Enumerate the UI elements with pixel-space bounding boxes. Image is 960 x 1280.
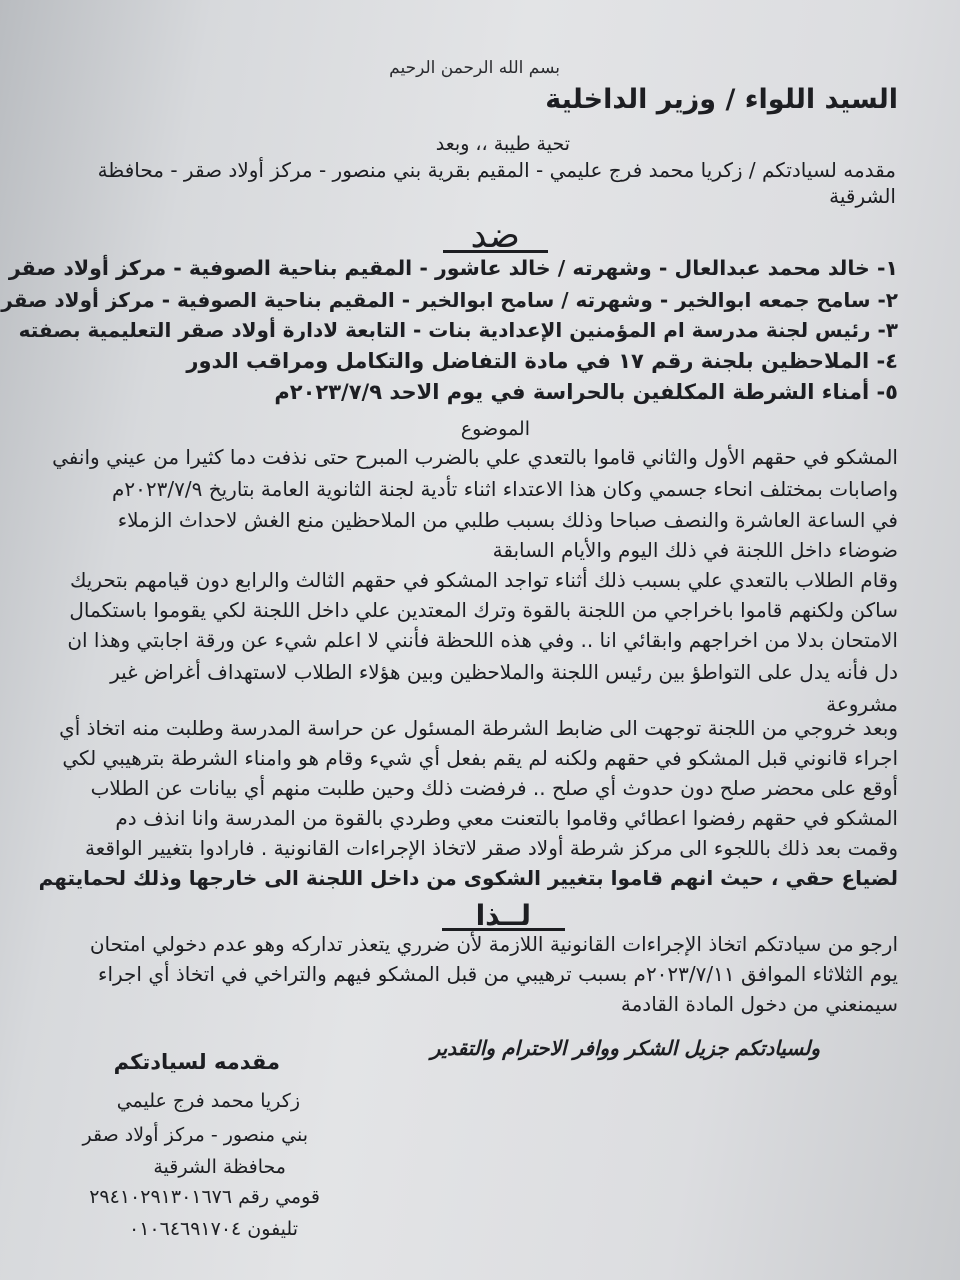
body-line: مشروعة: [826, 692, 898, 716]
addressee-heading: السيد اللواء / وزير الداخلية: [545, 84, 898, 115]
signature-heading: مقدمه لسيادتكم: [113, 1050, 280, 1074]
body-line: ضوضاء داخل اللجنة في ذلك اليوم والأيام السابقة: [492, 538, 898, 562]
therefore-title: لــذا: [442, 904, 565, 931]
closing-line: ولسيادتكم جزيل الشكر ووافر الاحترام والتقدير: [430, 1036, 820, 1060]
defendant-item: ٢- سامح جمعه ابوالخير - وشهرته / سامح ابوالخير - المقيم بناحية الصوفية - مركز أولاد صقر: [1, 288, 898, 312]
submitter-line: مقدمه لسيادتكم / زكريا محمد فرج عليمي - المقيم بقرية بني منصور - مركز أولاد صقر - محافظة: [97, 158, 896, 182]
signature-name: زكريا محمد فرج عليمي: [116, 1090, 300, 1112]
body-line: دل فأنه يدل على التواطؤ بين رئيس اللجنة والملاحظين وبين هؤلاء الطلاب لاستهداف أغراض غير: [110, 660, 898, 684]
body-line: واصابات بمختلف انحاء جسمي وكان هذا الاعتداء اثناء تأدية لجنة الثانوية العامة بتاريخ ٢٠٢٣/٧/٩م: [112, 477, 898, 501]
greeting: تحية طيبة ،، وبعد: [435, 133, 570, 155]
body-line: الامتحان بدلا من اخراجهم وابقائي انا .. وفي هذه اللحظة فأنني لا اعلم شيء عن ورقة اجابتي وهذا ان: [67, 628, 898, 652]
body-line: المشكو في حقهم الأول والثاني قاموا بالتعدي علي بالضرب المبرح حتى نذفت دما كثيرا من عيني وانفي: [52, 445, 898, 469]
body-line: وقمت بعد ذلك باللجوء الى مركز شرطة أولاد صقر لاتخاذ الإجراءات القانونية . فارادوا بتغيير الواقعة: [85, 836, 898, 860]
body-line: المشكو في حقهم رفضوا اعطائي وقاموا بالتعنت معي وطردي بالقوة من المدرسة وانا انذف دم: [115, 806, 898, 830]
signature-address: بني منصور - مركز أولاد صقر: [82, 1124, 308, 1146]
against-title: ضد: [443, 222, 548, 253]
signature-phone: تليفون ٠١٠٦٤٦٩١٧٠٤: [129, 1218, 298, 1240]
body-line: ساكن ولكنهم قاموا باخراجي من اللجنة بالقوة وترك المعتدين علي داخل اللجنة لكي يقوموا باستكمال: [69, 598, 898, 622]
body-line: وبعد خروجي من اللجنة توجهت الى ضابط الشرطة المسئول عن حراسة المدرسة وطلبت منه اتخاذ أي: [59, 716, 898, 740]
submitter-line: الشرقية: [829, 184, 896, 208]
request-line: سيمنعني من دخول المادة القادمة: [620, 992, 898, 1016]
request-line: يوم الثلاثاء الموافق ٢٠٢٣/٧/١١م بسبب ترهيبي من قبل المشكو فيهم والتراخي في اتخاذ أي اجراء: [98, 962, 898, 986]
defendant-item: ٣- رئيس لجنة مدرسة ام المؤمنين الإعدادية بنات - التابعة لادارة أولاد صقر التعليمية بصفته: [18, 318, 898, 342]
defendant-item: ٤- الملاحظين بلجنة رقم ١٧ في مادة التفاضل والتكامل ومراقب الدور: [186, 349, 898, 373]
signature-national-id: قومي رقم ٢٩٤١٠٢٩١٣٠١٦٧٦: [89, 1186, 320, 1208]
body-line: وقام الطلاب بالتعدي علي بسبب ذلك أثناء تواجد المشكو في حقهم الثالث والرابع دون قيامهم بتحريك: [69, 568, 898, 592]
body-line: اجراء قانوني قبل المشكو في حقهم ولكنه لم يقم بفعل أي شيء وقام هو وامناء الشرطة بترهيبي لكي: [62, 746, 898, 770]
body-line: لضياع حقي ، حيث انهم قاموا بتغيير الشكوى من داخل اللجنة الى خارجها وذلك لحمايتهم: [38, 866, 898, 890]
body-line: أوقع على محضر صلح دون حدوث أي صلح .. فرفضت ذلك وحين طلبت منهم أي بيانات عن الطلاب: [90, 776, 898, 800]
basmala: بسم الله الرحمن الرحيم: [389, 58, 560, 78]
request-line: ارجو من سيادتكم اتخاذ الإجراءات القانونية اللازمة لأن ضرري يتعذر تداركه وهو عدم دخولي امتحان: [89, 932, 898, 956]
defendant-item: ١- خالد محمد عبدالعال - وشهرته / خالد عاشور - المقيم بناحية الصوفية - مركز أولاد صقر: [8, 256, 898, 280]
body-line: في الساعة العاشرة والنصف صباحا وذلك بسبب طلبي من الملاحظين منع الغش لاحداث الزملاء: [117, 508, 898, 532]
signature-governorate: محافظة الشرقية: [153, 1156, 286, 1178]
defendant-item: ٥- أمناء الشرطة المكلفين بالحراسة في يوم الاحد ٢٠٢٣/٧/٩م: [274, 380, 898, 404]
subject-title: الموضوع: [460, 418, 530, 440]
